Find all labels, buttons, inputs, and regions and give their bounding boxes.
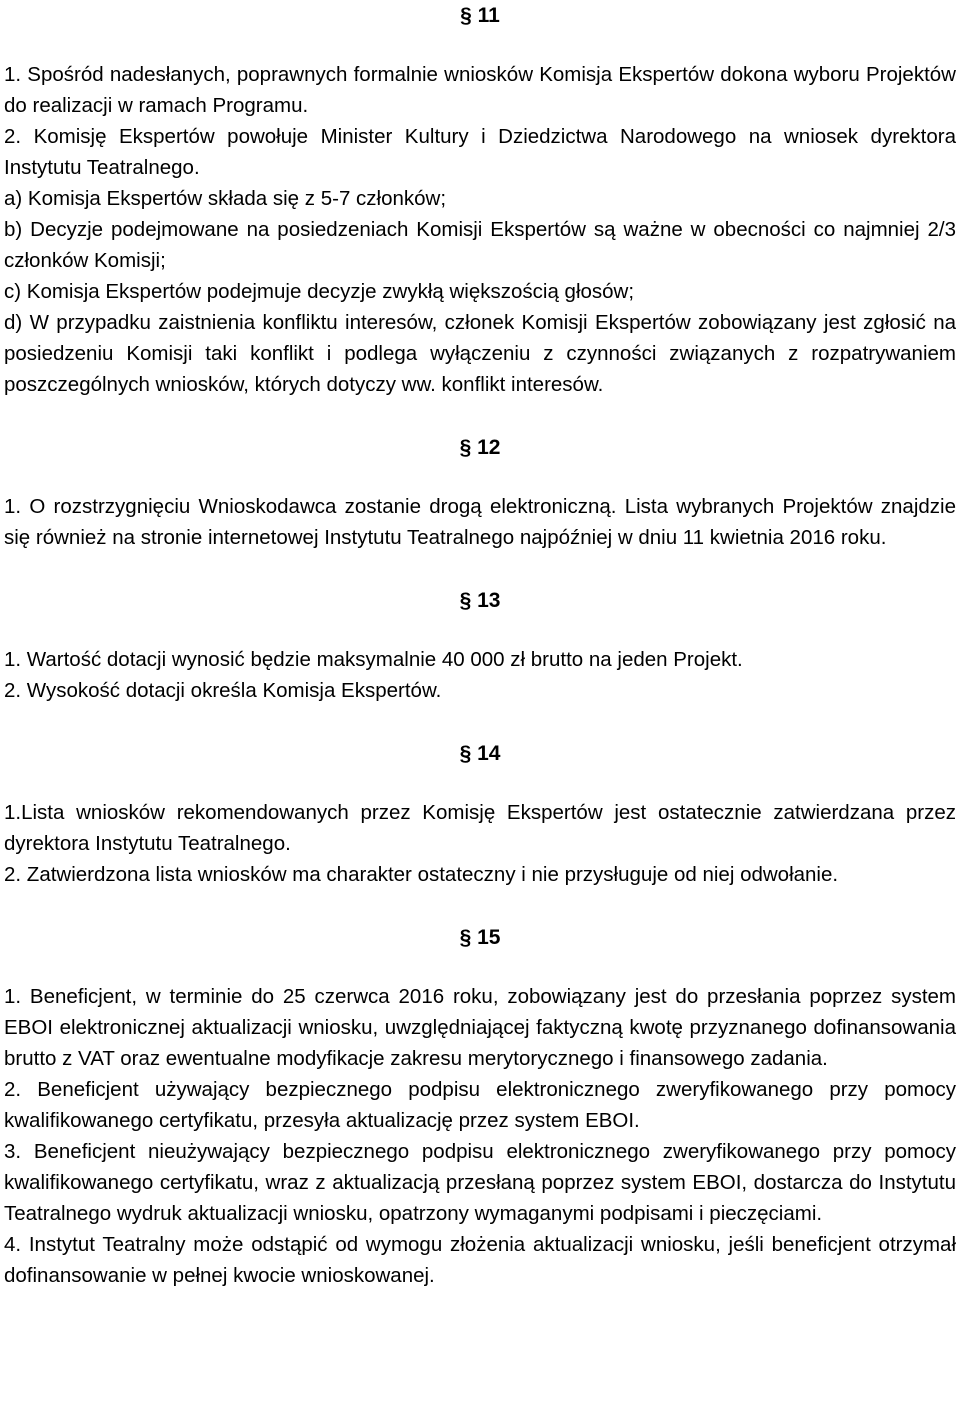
section-heading-12: § 12 (459, 436, 501, 459)
paragraph-11-c: c) Komisja Ekspertów podejmuje decyzje zwykłą większością głosów; (4, 280, 635, 303)
paragraph-11-2: 2. Komisję Ekspertów powołuje Minister Kultury i Dziedzictwa Narodowego na wniosek dyrektora Instytutu Teatralnego. (4, 125, 956, 179)
section-heading-15: § 15 (459, 926, 501, 949)
paragraph-12-1: 1. O rozstrzygnięciu Wnioskodawca zostanie drogą elektroniczną. Lista wybranych Projektów znajdzie się również na stronie internetowej Instytutu Teatralnego najpóźniej w dniu 11 kwietnia 2016 roku. (4, 495, 956, 549)
paragraph-13-1: 1. Wartość dotacji wynosić będzie maksymalnie 40 000 zł brutto na jeden Projekt. (4, 648, 743, 671)
paragraph-15-2: 2. Beneficjent używający bezpiecznego podpisu elektronicznego zweryfikowanego przy pomocy kwalifikowanego certyfikatu, przesyła aktualizację przez system EBOI. (4, 1078, 956, 1132)
paragraph-13-2: 2. Wysokość dotacji określa Komisja Ekspertów. (4, 679, 442, 702)
section-heading-11: § 11 (460, 4, 500, 27)
paragraph-11-1: 1. Spośród nadesłanych, poprawnych formalnie wniosków Komisja Ekspertów dokona wyboru Projektów do realizacji w ramach Programu. (4, 63, 956, 117)
document-page (4, 0, 956, 1291)
paragraph-15-3: 3. Beneficjent nieużywający bezpiecznego podpisu elektronicznego zweryfikowanego przy pomocy kwalifikowanego certyfikatu, wraz z aktualizacją przesłaną poprzez system EBOI, dostarcza do Instytutu Teatralnego wydruk aktualizacji wniosku, opatrzony wymaganymi podpisami i pieczęciami. (4, 1140, 956, 1225)
paragraph-15-1: 1. Beneficjent, w terminie do 25 czerwca 2016 roku, zobowiązany jest do przesłania poprzez system EBOI elektronicznej aktualizacji wniosku, uwzględniającej faktyczną kwotę przyznanego dofinansowania brutto z VAT oraz ewentualne modyfikacje zakresu merytorycznego i finansowego zadania. (4, 985, 956, 1070)
paragraph-11-b: b) Decyzje podejmowane na posiedzeniach Komisji Ekspertów są ważne w obecności co najmniej 2/3 członków Komisji; (4, 218, 956, 272)
paragraph-11-a: a) Komisja Ekspertów składa się z 5-7 członków; (4, 187, 447, 210)
section-heading-14: § 14 (459, 742, 501, 765)
paragraph-11-d: d) W przypadku zaistnienia konfliktu interesów, członek Komisji Ekspertów zobowiązany jest zgłosić na posiedzeniu Komisji taki konflikt i podlega wyłączeniu z czynności związanych z rozpatrywaniem poszczególnych wniosków, których dotyczy ww. konflikt interesów. (4, 311, 956, 396)
paragraph-14-1: 1.Lista wniosków rekomendowanych przez Komisję Ekspertów jest ostatecznie zatwierdzana przez dyrektora Instytutu Teatralnego. (4, 801, 956, 855)
paragraph-14-2: 2. Zatwierdzona lista wniosków ma charakter ostateczny i nie przysługuje od niej odwołanie. (4, 863, 839, 886)
paragraph-15-4: 4. Instytut Teatralny może odstąpić od wymogu złożenia aktualizacji wniosku, jeśli beneficjent otrzymał dofinansowanie w pełnej kwocie wnioskowanej. (4, 1233, 956, 1287)
section-heading-13: § 13 (459, 589, 501, 612)
